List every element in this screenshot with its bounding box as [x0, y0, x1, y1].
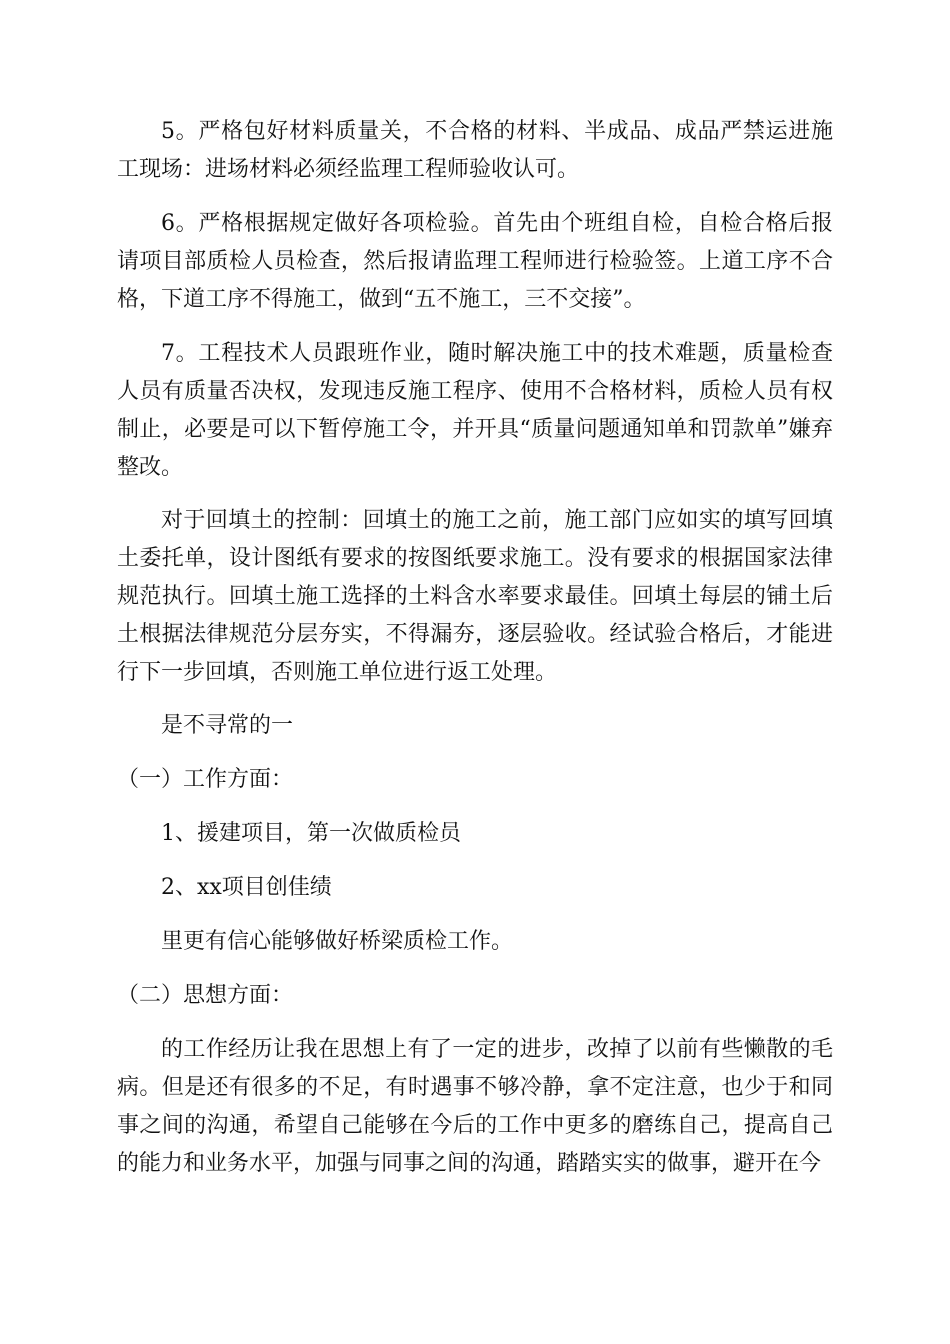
list-item-project-achievement: 2、xx项目创佳绩: [161, 875, 332, 900]
paragraph-inspection: 6。严格根据规定做好各项检验。首先由个班组自检，自检合格后报请项目部质检人员检查，然后报请监理工程师进行检验签。上道工序不合格，下道工序不得施工，做到“五不施工，三不交接”。: [117, 211, 833, 312]
paragraph-material-quality: 5。严格包好材料质量关，不合格的材料、半成品、成品严禁运进施工现场：进场材料必须经监理工程师验收认可。: [117, 119, 833, 182]
section-heading-work: （一）工作方面：: [117, 767, 294, 792]
document-page: [117, 113, 833, 1199]
list-item-aid-project: 1、援建项目，第一次做质检员: [161, 821, 461, 846]
paragraph-confidence: 里更有信心能够做好桥梁质检工作。: [161, 929, 514, 954]
paragraph-technical-staff: 7。工程技术人员跟班作业，随时解决施工中的技术难题，质量检查人员有质量否决权，发现违反施工程序、使用不合格材料，质检人员有权制止，必要是可以下暂停施工令，并开具“质量问题通知单和罚款单”嫌弃整改。: [117, 341, 833, 480]
paragraph-unusual-year: 是不寻常的一: [161, 713, 294, 738]
paragraph-work-experience: 的工作经历让我在思想上有了一定的进步，改掉了以前有些懒散的毛病。但是还有很多的不足，有时遇事不够冷静，拿不定注意，也少于和同事之间的沟通，希望自己能够在今后的工作中更多的磨练自己，提高自己的能力和业务水平，加强与同事之间的沟通，踏踏实实的做事，避开在今: [117, 1037, 833, 1176]
section-heading-thought: （二）思想方面：: [117, 983, 294, 1008]
paragraph-backfill-control: 对于回填土的控制：回填土的施工之前，施工部门应如实的填写回填土委托单，设计图纸有要求的按图纸要求施工。没有要求的根据国家法律规范执行。回填土施工选择的土料含水率要求最佳。回填土每层的铺土后土根据法律规范分层夯实，不得漏夯，逐层验收。经试验合格后，才能进行下一步回填，否则施工单位进行返工处理。: [117, 508, 833, 685]
